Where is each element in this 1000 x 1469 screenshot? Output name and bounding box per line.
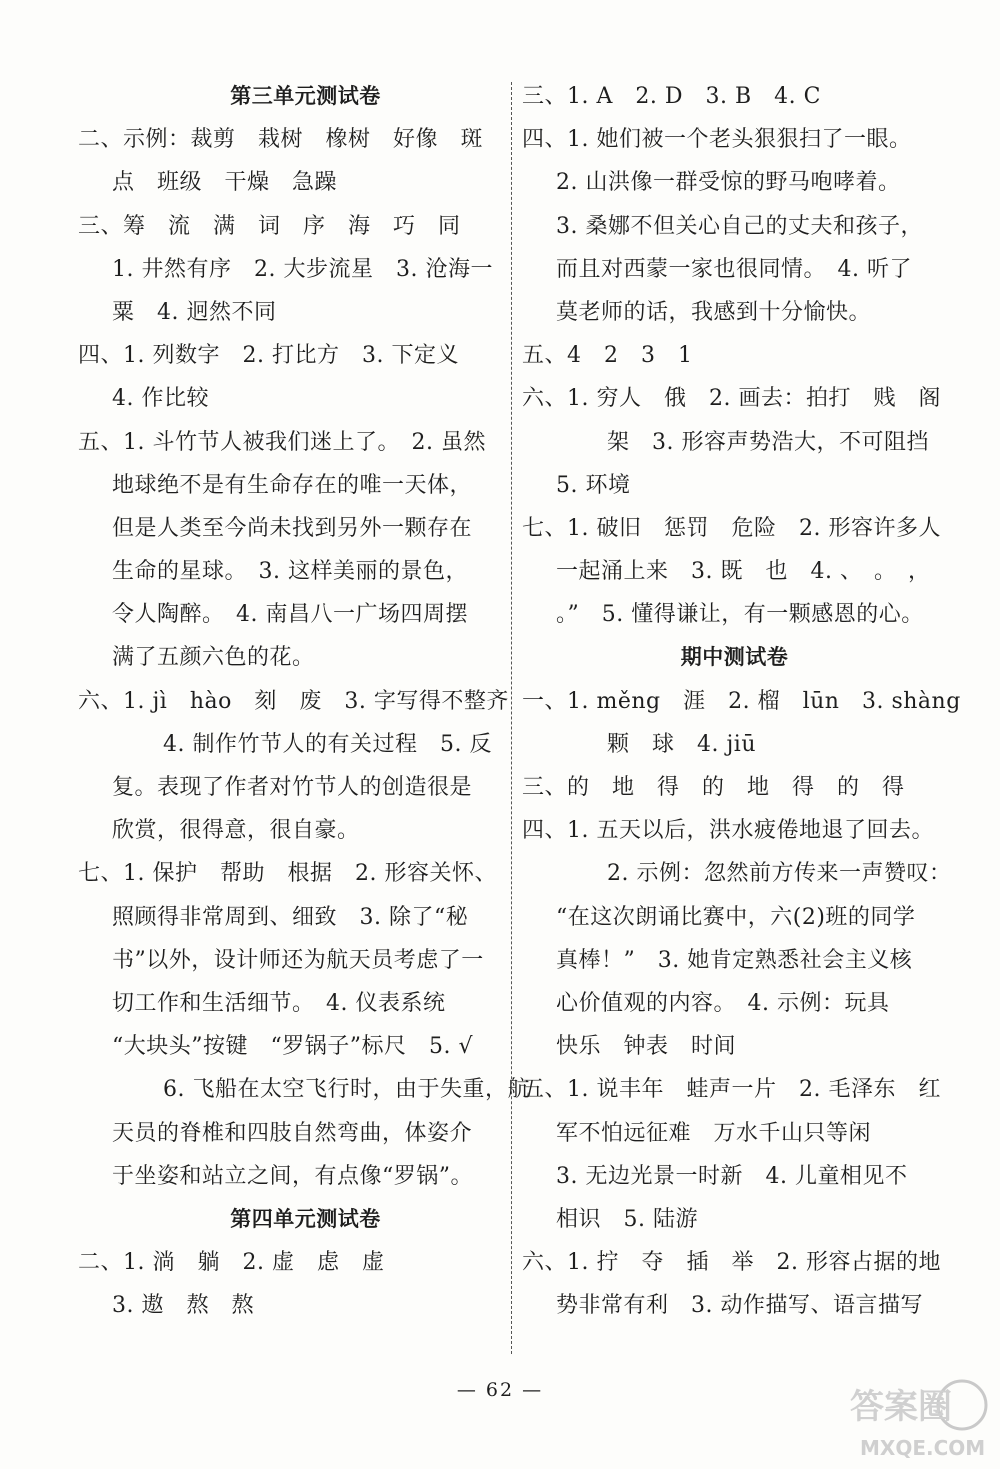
answer-line: 。” 5. 懂得谦让，有一颗感恩的心。 (556, 602, 924, 628)
left-column (78, 75, 530, 1327)
answer-line: 快乐 钟表 时间 (556, 1034, 737, 1060)
answer-line: 4. 制作竹节人的有关过程 5. 反 (163, 731, 492, 757)
section-title: 期中测试卷 (680, 645, 789, 670)
answer-line: 二、示例：裁剪 栽树 橡树 好像 斑 (78, 127, 484, 153)
answer-line: 4. 作比较 (112, 386, 209, 412)
answer-line: 天员的脊椎和四肢自然弯曲，体姿介 (112, 1120, 473, 1146)
answer-line: 五、1. 斗竹节人被我们迷上了。 2. 虽然 (78, 429, 486, 455)
column-divider (511, 82, 512, 1354)
answer-line: 六、1. 拧 夺 插 举 2. 形容占据的地 (522, 1250, 941, 1276)
answer-line: 5. 环境 (556, 472, 631, 498)
answer-line: 点 班级 干燥 急躁 (112, 170, 338, 196)
answer-line: 四、1. 列数字 2. 打比方 3. 下定义 (78, 343, 459, 369)
answer-line: 五、1. 说丰年 蛙声一片 2. 毛泽东 红 (522, 1077, 941, 1103)
answer-line: 军不怕远征难 万水千山只等闲 (556, 1120, 872, 1146)
answer-line: 五、4 2 3 1 (522, 343, 693, 369)
answer-line: 照顾得非常周到、细致 3. 除了“秘 (112, 904, 469, 930)
answer-line: 颗 球 4. jiū (607, 731, 757, 757)
answer-line: 架 3. 形容声势浩大，不可阻挡 (607, 429, 929, 455)
section-title: 第三单元测试卷 (230, 84, 381, 108)
answer-line: 势非常有利 3. 动作描写、语言描写 (556, 1293, 923, 1319)
answer-line: 三、的 地 得 的 地 得 的 得 (522, 775, 905, 800)
answer-line: 而且对西蒙一家也很同情。 4. 听了 (556, 256, 912, 282)
answer-line: “大块头”按键 “罗锅子”标尺 5. √ (112, 1034, 473, 1060)
answer-line: 心价值观的内容。 4. 示例：玩具 (556, 990, 890, 1016)
right-column (522, 75, 961, 1327)
answer-line: 粟 4. 迥然不同 (112, 299, 277, 325)
answer-line: 真棒！” 3. 她肯定熟悉社会主义核 (556, 947, 913, 973)
answer-line: 复。表现了作者对竹节人的创造很是 (112, 775, 473, 800)
answer-line: 书”以外，设计师还为航天员考虑了一 (112, 947, 484, 973)
answer-line: 四、1. 她们被一个老头狠狠扫了一眼。 (522, 127, 912, 153)
answer-line: 2. 山洪像一群受惊的野马咆哮着。 (556, 170, 901, 196)
answer-line: 三、1. A 2. D 3. B 4. C (522, 84, 821, 109)
answer-line: 地球绝不是有生命存在的唯一天体， (112, 472, 473, 498)
answer-line: 于坐姿和站立之间，有点像“罗锅”。 (112, 1163, 473, 1189)
watermark-url: MXQE.COM (860, 1436, 986, 1460)
answer-line: 一起涌上来 3. 既 也 4. 、 。 ， (556, 559, 931, 585)
answer-line: 1. 井然有序 2. 大步流星 3. 沧海一 (112, 256, 493, 282)
answer-line: 七、1. 保护 帮助 根据 2. 形容关怀、 (78, 861, 497, 887)
answer-line: 四、1. 五天以后，洪水疲倦地退了回去。 (522, 818, 934, 844)
answer-line: 相识 5. 陆游 (556, 1206, 698, 1232)
answer-line: 六、1. jì hào 刻 废 3. 字写得不整齐 (78, 688, 509, 714)
answer-line: 3. 桑娜不但关心自己的丈夫和孩子， (556, 213, 923, 239)
answer-line: 一、1. měng 涯 2. 榴 lūn 3. shàng (522, 688, 961, 714)
answer-line: 六、1. 穷人 俄 2. 画去：拍打 贱 阁 (522, 386, 941, 412)
watermark-logo (842, 1373, 992, 1463)
watermark-text: 答案圈 (850, 1387, 952, 1427)
page-number: — 62 — (456, 1379, 544, 1401)
section-title: 第四单元测试卷 (230, 1206, 381, 1231)
answer-line: 莫老师的话，我感到十分愉快。 (556, 299, 872, 325)
answer-line: 七、1. 破旧 惩罚 危险 2. 形容许多人 (522, 515, 941, 541)
answer-line: 6. 飞船在太空飞行时，由于失重，航 (163, 1077, 530, 1103)
answer-line: 但是人类至今尚未找到另外一颗存在 (112, 515, 473, 541)
answer-line: 生命的星球。 3. 这样美丽的景色， (112, 559, 468, 585)
answer-line: 令人陶醉。 4. 南昌八一广场四周摆 (112, 602, 468, 628)
answer-line: 三、筹 流 满 词 序 海 巧 同 (78, 213, 461, 239)
answer-line: 满了五颜六色的花。 (112, 645, 315, 671)
answer-line: 3. 遨 熬 熬 (112, 1293, 254, 1319)
answer-line: “在这次朗诵比赛中，六(2)班的同学 (556, 904, 916, 930)
answer-line: 3. 无边光景一时新 4. 儿童相见不 (556, 1163, 908, 1189)
answer-line: 2. 示例：忽然前方传来一声赞叹： (607, 861, 952, 887)
answer-line: 切工作和生活细节。 4. 仪表系统 (112, 990, 446, 1016)
answer-line: 二、1. 淌 躺 2. 虚 虑 虚 (78, 1250, 385, 1276)
answer-line: 欣赏，很得意，很自豪。 (112, 818, 360, 844)
